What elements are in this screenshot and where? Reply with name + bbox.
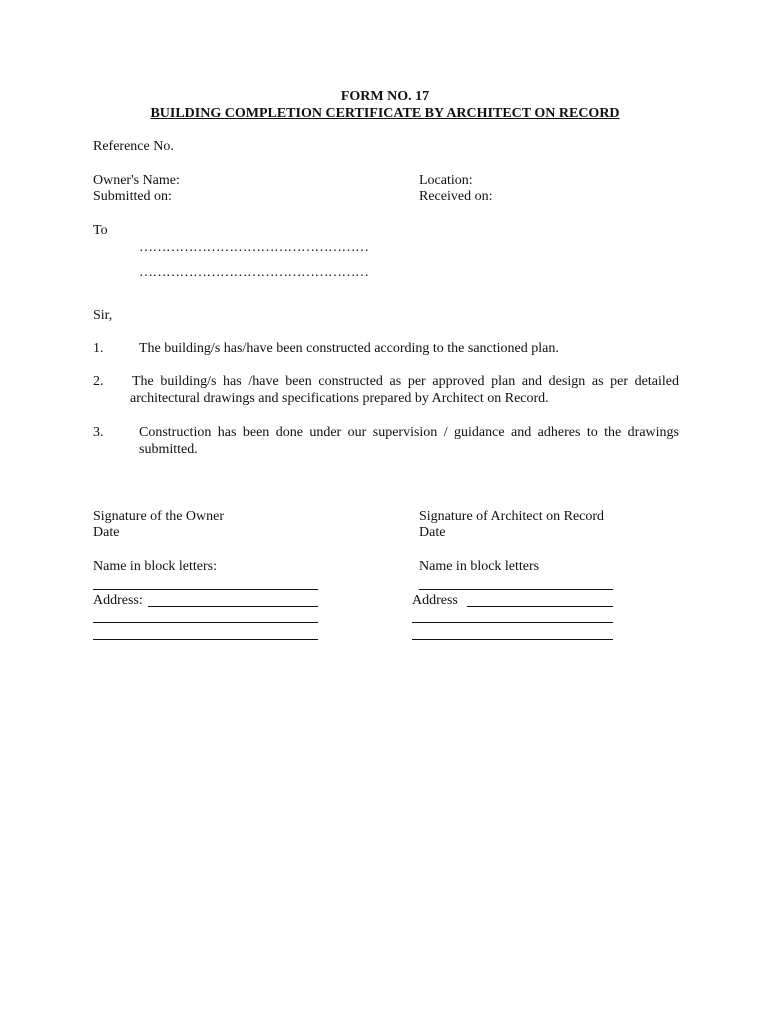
architect-name-line — [419, 589, 613, 590]
item-number: 1. — [93, 341, 104, 356]
architect-signature-label: Signature of Architect on Record — [419, 509, 605, 524]
received-on-label: Received on: — [419, 189, 493, 204]
location-label: Location: — [419, 173, 473, 188]
salutation: Sir, — [93, 308, 113, 323]
owner-name-label: Owner's Name: — [93, 173, 180, 188]
architect-address-line-2 — [412, 622, 613, 623]
item-number: 3. — [93, 425, 104, 440]
address-dotted-line-2: …………………………………………… — [139, 265, 369, 280]
owner-address-line-3 — [93, 639, 318, 640]
owner-name-line — [93, 589, 318, 590]
owner-address-line-2 — [93, 622, 318, 623]
architect-address-line-1 — [467, 606, 613, 607]
item-text: The building/s has/have been constructed according to the sanctioned plan. — [139, 341, 559, 356]
form-number: FORM NO. 17 — [340, 89, 430, 104]
architect-name-block-label: Name in block letters — [419, 559, 540, 574]
to-label: To — [93, 223, 108, 238]
item-text: The building/s has /have been constructed as per approved plan and design as per detailed architectural drawings and specifications prepared by Architect on Record. — [130, 374, 679, 406]
owner-address-label: Address: — [93, 593, 143, 608]
owner-signature-label: Signature of the Owner — [93, 509, 225, 524]
architect-address-line-3 — [412, 639, 613, 640]
owner-name-block-label: Name in block letters: — [93, 559, 218, 574]
item-number: 2. — [93, 374, 104, 389]
architect-date-label: Date — [419, 525, 446, 540]
address-dotted-line-1: …………………………………………… — [139, 240, 369, 255]
submitted-on-label: Submitted on: — [93, 189, 172, 204]
form-title: BUILDING COMPLETION CERTIFICATE BY ARCHITECT ON RECORD — [150, 106, 620, 121]
item-text: Construction has been done under our supervision / guidance and adheres to the drawings submitted. — [139, 425, 679, 457]
owner-address-line-1 — [148, 606, 318, 607]
owner-date-label: Date — [93, 525, 120, 540]
architect-address-label: Address — [412, 593, 458, 608]
reference-label: Reference No. — [93, 139, 174, 154]
